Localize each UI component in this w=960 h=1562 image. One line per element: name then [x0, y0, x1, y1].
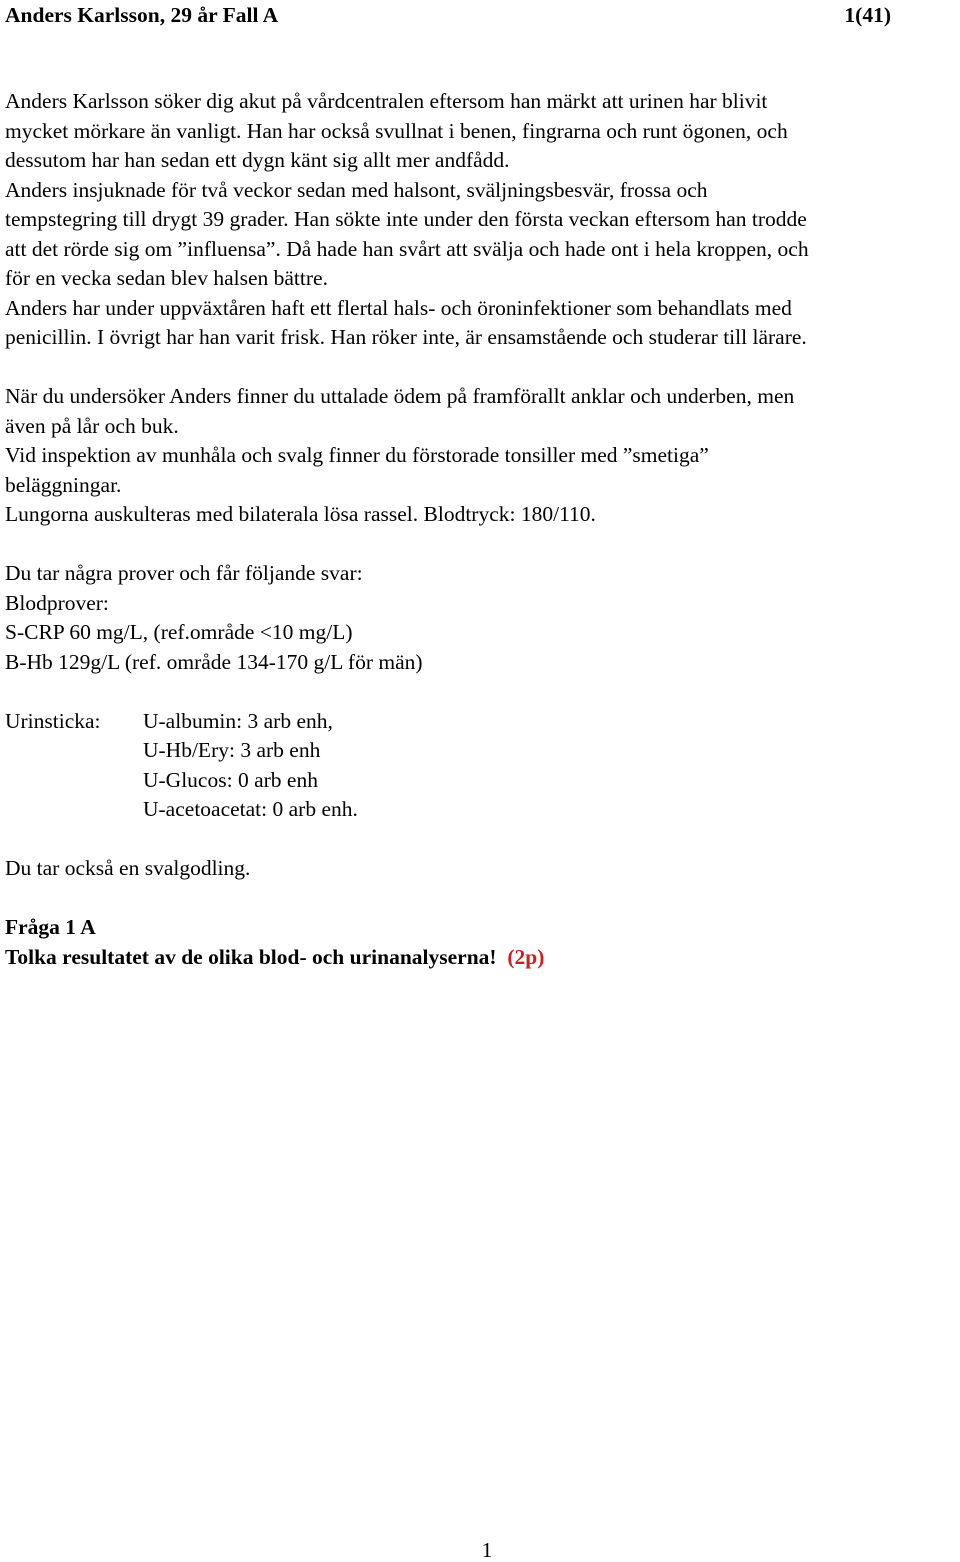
question-line [5, 943, 960, 973]
text-line: tempstegring till drygt 39 grader. Han sökte inte under den första veckan eftersom han trodde [5, 207, 807, 231]
text-line: mycket mörkare än vanligt. Han har också svullnat i benen, fingrarna och runt ögonen, och [5, 118, 788, 143]
text-line: Vid inspektion av munhåla och svalg finner du förstorade tonsiller med ”smetiga” [5, 443, 709, 467]
page-header [5, 0, 891, 30]
question-heading: Fråga 1 A [5, 915, 96, 939]
text-line: När du undersöker Anders finner du uttalade ödem på framförallt anklar och underben, men [5, 384, 795, 408]
urine-dipstick-results [5, 707, 960, 825]
text-line: Blodprover: [5, 590, 109, 615]
examination-paragraph [5, 382, 960, 530]
text-line: penicillin. I övrigt har han varit frisk. Han röker inte, är ensamstående och studerar till lärare. [5, 325, 807, 349]
question-points: (2p) [507, 944, 545, 969]
question-text: Tolka resultatet av de olika blod- och urinanalyserna! [5, 944, 497, 969]
history-paragraph [5, 87, 960, 353]
text-line: B-Hb 129g/L (ref. område 134-170 g/L för män) [5, 649, 423, 674]
text-line: Lungorna auskulteras med bilaterala lösa rassel. Blodtryck: 180/110. [5, 502, 596, 526]
text-line: beläggningar. [5, 472, 122, 497]
text-line: Anders har under uppväxtåren haft ett flertal hals- och öroninfektioner som behandlats med [5, 295, 792, 320]
blood-tests-paragraph [5, 559, 960, 677]
text-line: Du tar några prover och får följande svar: [5, 561, 363, 585]
text-line: Anders Karlsson söker dig akut på vårdcentralen eftersom han märkt att urinen har blivit [5, 89, 768, 113]
page-number: 1 [481, 1538, 493, 1562]
urine-value: U-acetoacetat: 0 arb enh. [143, 797, 358, 821]
text-line: dessutom har han sedan ett dygn känt sig allt mer andfådd. [5, 148, 510, 172]
text-line: för en vecka sedan blev halsen bättre. [5, 266, 328, 290]
text-line: Anders insjuknade för två veckor sedan med halsont, sväljningsbesvär, frossa och [5, 177, 708, 202]
text-line: att det rörde sig om ”influensa”. Då hade han svårt att svälja och hade ont i hela kroppen, och [5, 236, 809, 261]
urine-value: U-Glucos: 0 arb enh [143, 767, 318, 792]
urine-value: U-albumin: 3 arb enh, [143, 708, 333, 733]
text-line: S-CRP 60 mg/L, (ref.område <10 mg/L) [5, 620, 353, 644]
case-content [5, 87, 960, 972]
page-reference: 1(41) [844, 3, 891, 27]
culture-note: Du tar också en svalgodling. [5, 856, 251, 880]
case-title: Anders Karlsson, 29 år Fall A [5, 3, 279, 27]
urine-value: U-Hb/Ery: 3 arb enh [143, 738, 321, 762]
text-line: även på lår och buk. [5, 413, 179, 438]
urine-dipstick-values [143, 707, 358, 825]
urine-dipstick-label: Urinsticka: [5, 708, 101, 733]
